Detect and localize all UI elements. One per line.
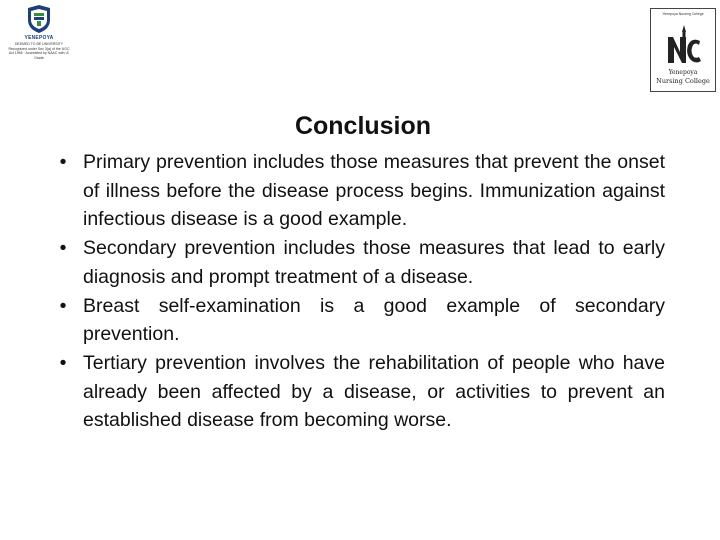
slide-title: Conclusion [294, 112, 432, 140]
university-name: YENEPOYA [24, 35, 54, 41]
college-logo-top-text: Yenepoya Nursing College [662, 12, 704, 16]
bullet-text: Secondary prevention includes those measures that lead to early diagnosis and prompt treatment of a disease. [83, 237, 665, 288]
bullet-item-breast-self-examination [57, 292, 665, 349]
bullet-list [57, 148, 665, 435]
bullet-dot-icon: • [59, 151, 67, 173]
bullet-item-primary-prevention [57, 148, 665, 234]
bullet-dot-icon: • [59, 294, 67, 317]
bullet-dot-icon: • [59, 351, 67, 374]
bullet-item-tertiary-prevention [57, 349, 665, 435]
university-tagline [6, 42, 72, 60]
bullet-item-secondary-prevention [57, 234, 665, 291]
college-logo [650, 8, 716, 92]
college-name-line1: Yenepoya [668, 69, 698, 76]
university-accreditation-text: Recognized under Sec 3(a) of the UGC Act 1956 · Accredited by NAAC with 'A' Grade [8, 46, 70, 60]
college-monogram-icon [664, 23, 704, 67]
bullet-text: Primary prevention includes those measures that prevent the onset of illness before the disease process begins. Immunization against infectious disease is a good example. [83, 151, 665, 231]
university-logo [6, 4, 72, 60]
bullet-text: Breast self-examination is a good example of secondary prevention. [83, 294, 665, 346]
university-tagline-text: DEEMED TO BE UNIVERSITY [14, 42, 64, 46]
college-name-line2: Nursing College [656, 77, 710, 85]
university-crest-icon [26, 4, 52, 34]
bullet-dot-icon: • [59, 237, 67, 260]
bullet-text: Tertiary prevention involves the rehabilitation of people who have already been affected by a disease, or activities to prevent an established disease from becoming worse. [83, 351, 665, 432]
